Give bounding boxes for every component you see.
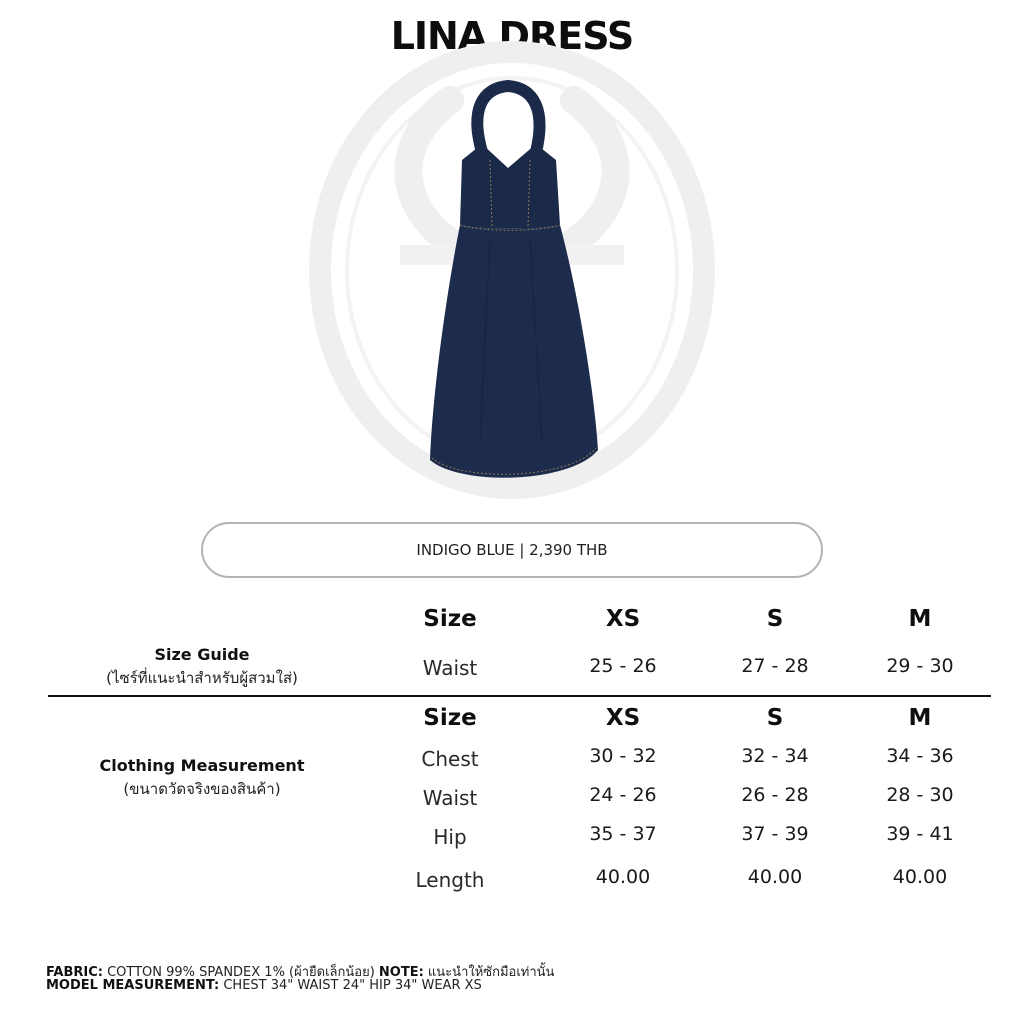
measurement-waist-m: 28 - 30 — [886, 784, 954, 806]
fabric-text: COTTON 99% SPANDEX 1% (ผ้ายืดเล็กน้อย) — [102, 965, 379, 980]
measurement-size-header: Size — [423, 705, 477, 731]
measurement-length-xs: 40.00 — [595, 866, 651, 888]
section-divider — [48, 695, 991, 697]
measurement-hip-m: 39 - 41 — [886, 823, 954, 845]
measurement-chest-label: Chest — [421, 747, 479, 771]
product-variant-price: INDIGO BLUE | 2,390 THB — [201, 522, 823, 578]
measurement-length-m: 40.00 — [892, 866, 948, 888]
measurement-s-header: S — [766, 705, 784, 731]
measurement-waist-xs: 24 - 26 — [589, 784, 657, 806]
clothing-measurement-heading: Clothing Measurement — [99, 756, 305, 775]
size-guide-m-header: M — [908, 606, 932, 632]
measurement-waist-label: Waist — [422, 786, 478, 810]
measurement-xs-header: XS — [605, 705, 641, 731]
size-guide-waist-m: 29 - 30 — [886, 655, 954, 677]
page-title: LINA DRESS — [390, 14, 634, 58]
measurement-m-header: M — [908, 705, 932, 731]
measurement-hip-xs: 35 - 37 — [589, 823, 657, 845]
size-guide-waist-xs: 25 - 26 — [589, 655, 657, 677]
note-text: แนะนำให้ซักมือเท่านั้น — [423, 965, 555, 980]
measurement-hip-s: 37 - 39 — [741, 823, 809, 845]
size-guide-xs-header: XS — [605, 606, 641, 632]
fabric-label: FABRIC: — [46, 965, 103, 980]
size-guide-heading: Size Guide — [154, 645, 250, 664]
clothing-measurement-heading-block — [42, 756, 362, 801]
size-guide-waist-label: Waist — [422, 656, 478, 680]
clothing-measurement-subheading: (ขนาดวัดจริงของสินค้า) — [123, 780, 281, 798]
model-text: CHEST 34" WAIST 24" HIP 34" WEAR XS — [219, 978, 482, 993]
size-guide-heading-block — [42, 645, 362, 690]
size-guide-size-header: Size — [423, 606, 477, 632]
measurement-length-label: Length — [415, 868, 485, 892]
note-label: NOTE: — [378, 965, 424, 980]
measurement-chest-xs: 30 - 32 — [589, 745, 657, 767]
measurement-chest-s: 32 - 34 — [741, 745, 809, 767]
model-label: MODEL MEASUREMENT: — [46, 978, 220, 993]
measurement-length-s: 40.00 — [747, 866, 803, 888]
size-guide-s-header: S — [766, 606, 784, 632]
size-guide-subheading: (ไซร์ที่แนะนำสำหรับผู้สวมใส่) — [106, 669, 298, 687]
measurement-chest-m: 34 - 36 — [886, 745, 954, 767]
measurement-hip-label: Hip — [433, 825, 467, 849]
model-measurement-line — [46, 978, 482, 993]
size-guide-waist-s: 27 - 28 — [741, 655, 809, 677]
measurement-waist-s: 26 - 28 — [741, 784, 809, 806]
dress-image — [420, 80, 610, 490]
